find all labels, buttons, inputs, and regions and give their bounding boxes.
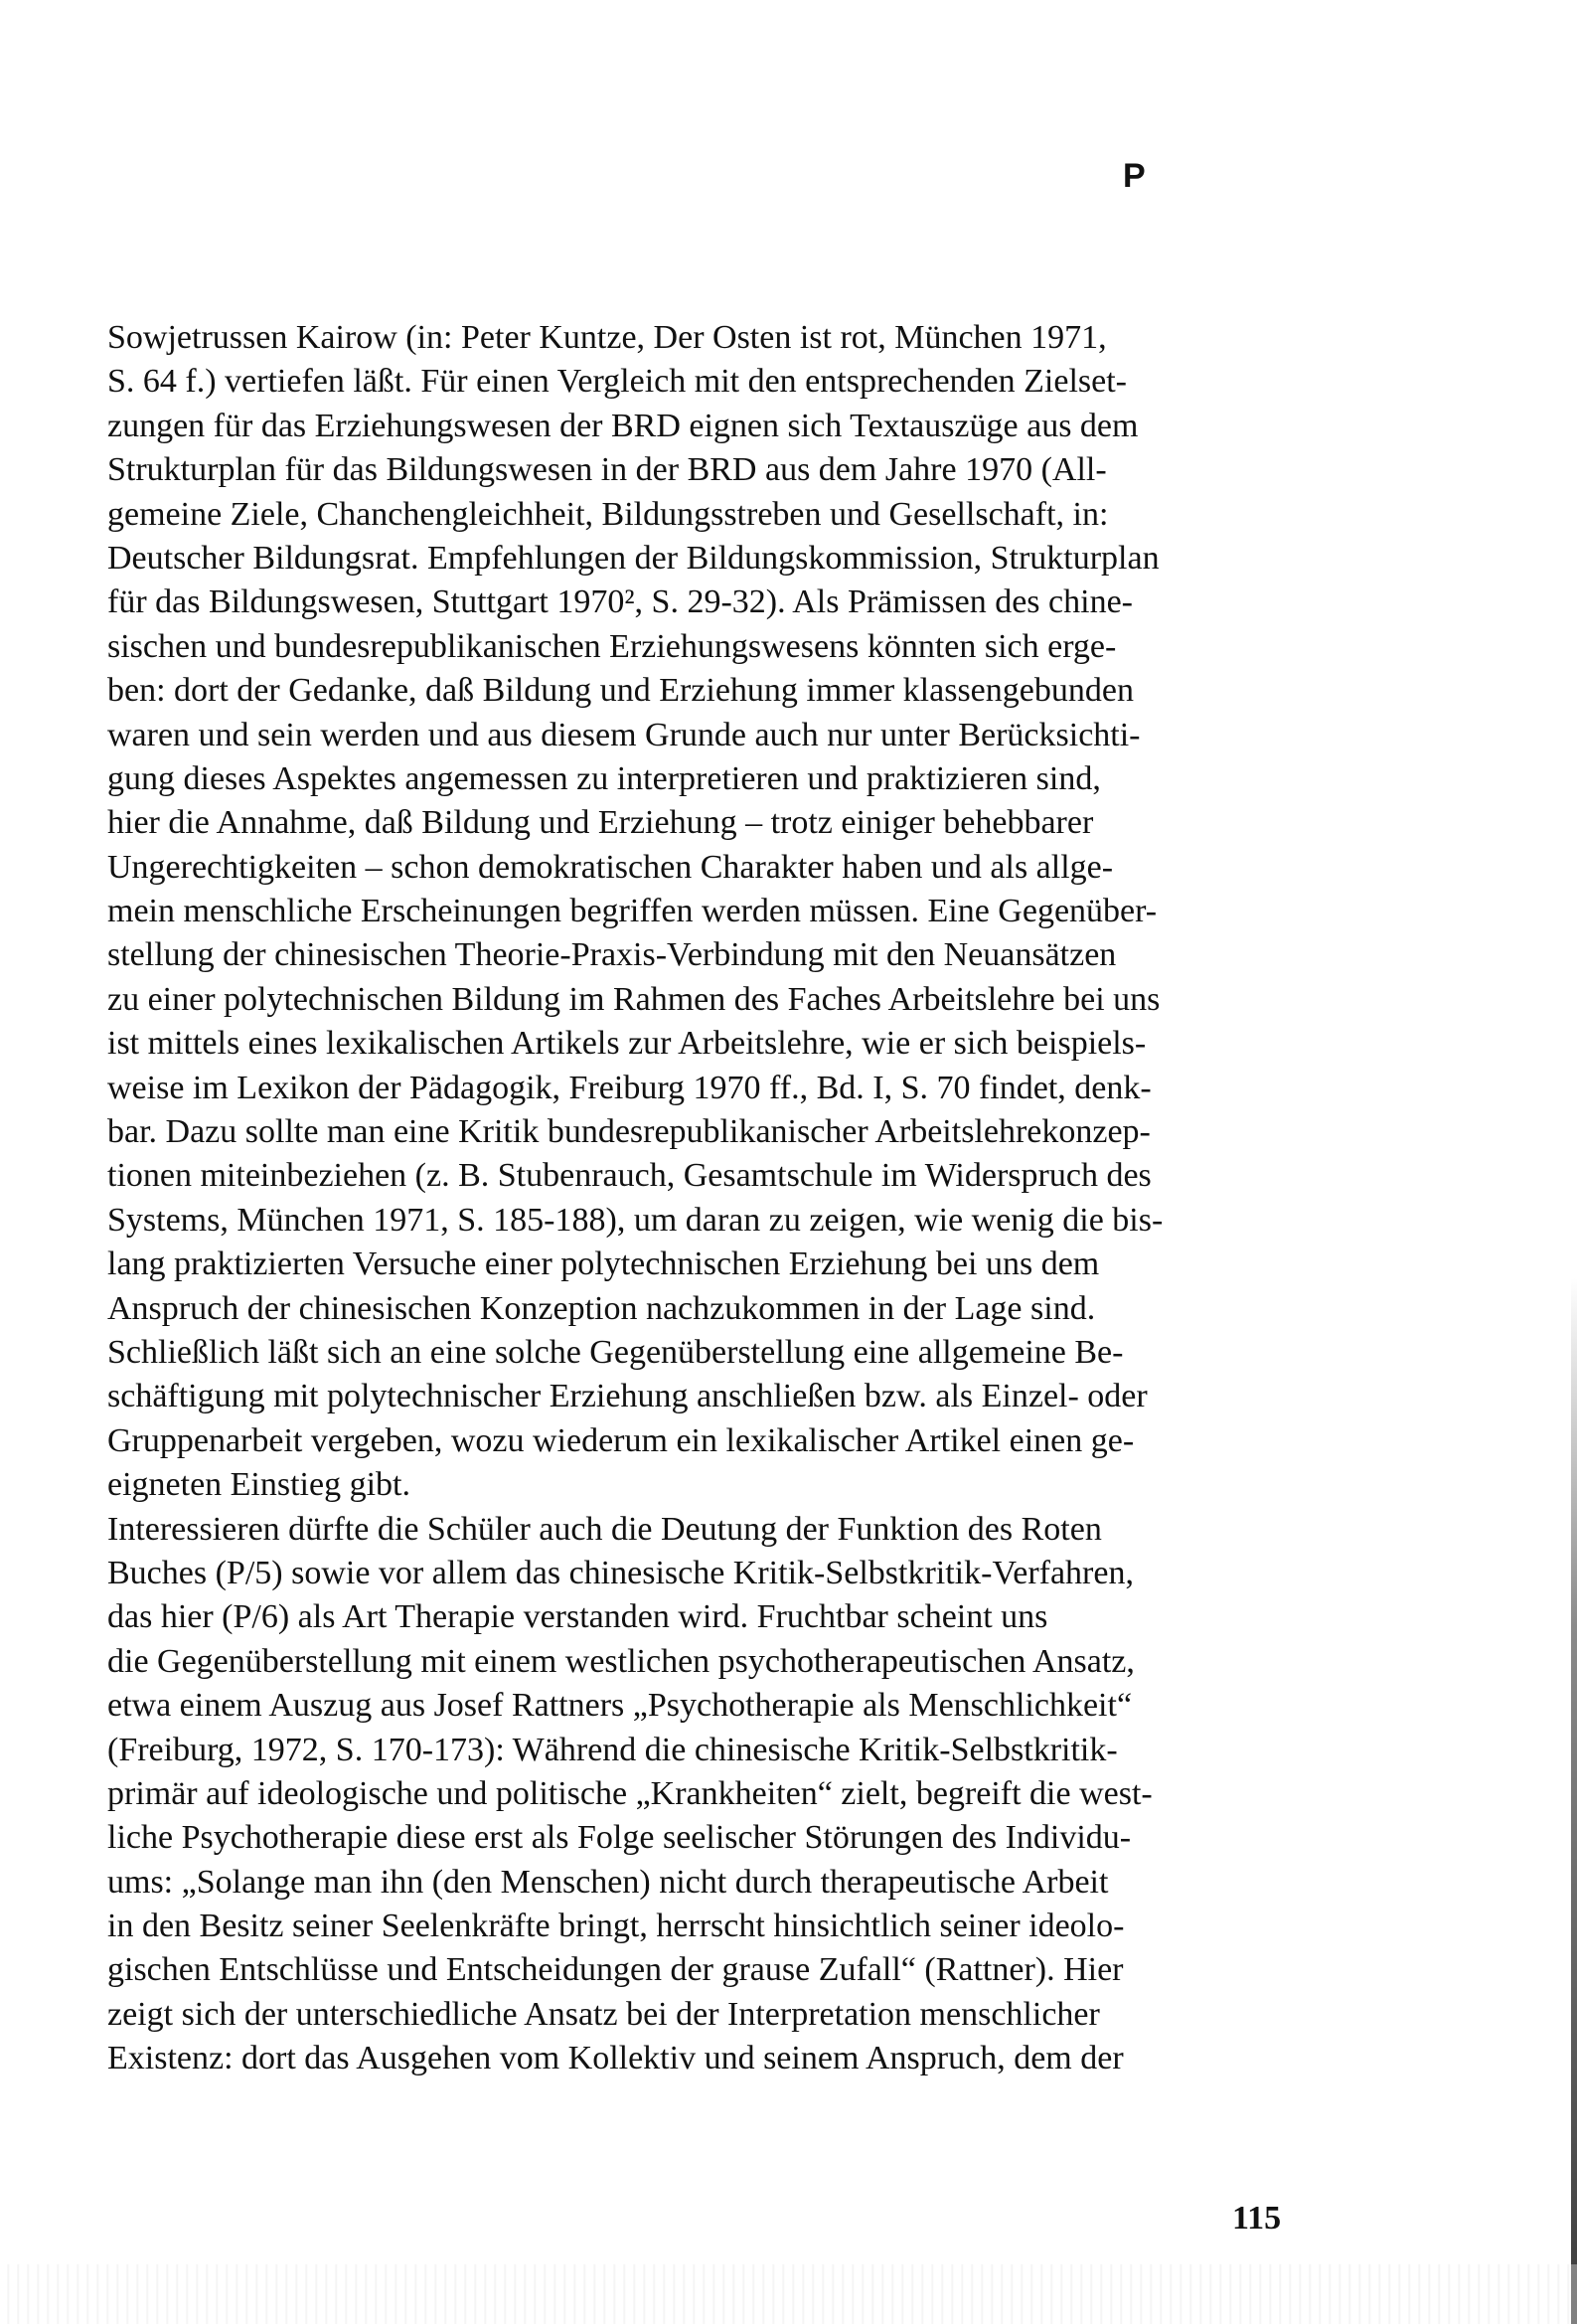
text-line: Interessieren dürfte die Schüler auch die Deutung der Funktion des Roten: [107, 1510, 1102, 1548]
text-line: gemeine Ziele, Chanchengleichheit, Bildungsstreben und Gesellschaft, in:: [107, 495, 1109, 533]
text-line: zungen für das Erziehungswesen der BRD eignen sich Textauszüge aus dem: [107, 407, 1139, 444]
text-line: liche Psychotherapie diese erst als Folge seelischer Störungen des Individu-: [107, 1819, 1132, 1857]
text-line: weise im Lexikon der Pädagogik, Freiburg 1970 ff., Bd. I, S. 70 findet, denk-: [107, 1069, 1152, 1106]
text-line: ums: „Solange man ihn (den Menschen) nicht durch therapeutische Arbeit: [107, 1863, 1109, 1901]
text-line: Strukturplan für das Bildungswesen in der BRD aus dem Jahre 1970 (All-: [107, 451, 1107, 489]
text-line: (Freiburg, 1972, S. 170-173): Während die chinesische Kritik-Selbstkritik-: [107, 1731, 1118, 1768]
text-line: in den Besitz seiner Seelenkräfte bringt, herrscht hinsichtlich seiner ideolo-: [107, 1908, 1125, 1945]
page-number: 115: [1232, 2200, 1282, 2237]
text-line: hier die Annahme, daß Bildung und Erziehung – trotz einiger behebbarer: [107, 804, 1094, 842]
text-line: Anspruch der chinesischen Konzeption nachzukommen in der Lage sind.: [107, 1289, 1096, 1327]
text-line: lang praktizierten Versuche einer polytechnischen Erziehung bei uns dem: [107, 1245, 1100, 1283]
text-line: das hier (P/6) als Art Therapie verstanden wird. Fruchtbar scheint uns: [107, 1598, 1048, 1636]
text-line: zeigt sich der unterschiedliche Ansatz bei der Interpretation menschlicher: [107, 1995, 1100, 2033]
text-line: tionen miteinbeziehen (z. B. Stubenrauch, Gesamtschule im Widerspruch des: [107, 1157, 1152, 1195]
running-head: P: [1123, 157, 1146, 195]
text-line: Gruppenarbeit vergeben, wozu wiederum ein lexikalischer Artikel einen ge-: [107, 1421, 1135, 1459]
text-line: schäftigung mit polytechnischer Erziehung anschließen bzw. als Einzel- oder: [107, 1378, 1148, 1415]
body-text: [107, 316, 1280, 2081]
text-line: Buches (P/5) sowie vor allem das chinesische Kritik-Selbstkritik-Verfahren,: [107, 1554, 1134, 1591]
text-line: Systems, München 1971, S. 185-188), um daran zu zeigen, wie wenig die bis-: [107, 1201, 1164, 1239]
text-line: stellung der chinesischen Theorie-Praxis-Verbindung mit den Neuansätzen: [107, 936, 1117, 974]
text-line: ben: dort der Gedanke, daß Bildung und Erziehung immer klassengebunden: [107, 672, 1134, 710]
text-line: Deutscher Bildungsrat. Empfehlungen der Bildungskommission, Strukturplan: [107, 539, 1160, 577]
text-line: Sowjetrussen Kairow (in: Peter Kuntze, Der Osten ist rot, München 1971,: [107, 319, 1107, 356]
scan-edge-shadow: [1571, 0, 1577, 2324]
text-line: Ungerechtigkeiten – schon demokratischen Charakter haben und als allge-: [107, 848, 1114, 886]
text-line: mein menschliche Erscheinungen begriffen werden müssen. Eine Gegenüber-: [107, 893, 1158, 930]
text-line: S. 64 f.) vertiefen läßt. Für einen Vergleich mit den entsprechenden Zielset-: [107, 363, 1127, 401]
text-line: etwa einem Auszug aus Josef Rattners „Psychotherapie als Menschlichkeit“: [107, 1687, 1133, 1725]
text-line: ist mittels eines lexikalischen Artikels zur Arbeitslehre, wie er sich beispiels-: [107, 1025, 1147, 1063]
text-line: Schließlich läßt sich an eine solche Gegenüberstellung eine allgemeine Be-: [107, 1333, 1124, 1371]
text-line: waren und sein werden und aus diesem Grunde auch nur unter Berücksichti-: [107, 716, 1141, 753]
text-line: Existenz: dort das Ausgehen vom Kollektiv und seinem Anspruch, dem der: [107, 2040, 1124, 2077]
scan-noise: [0, 2264, 1577, 2324]
text-line: bar. Dazu sollte man eine Kritik bundesrepublikanischer Arbeitslehrekonzep-: [107, 1113, 1151, 1151]
text-line: zu einer polytechnischen Bildung im Rahmen des Faches Arbeitslehre bei uns: [107, 980, 1161, 1018]
text-line: die Gegenüberstellung mit einem westlichen psychotherapeutischen Ansatz,: [107, 1642, 1135, 1680]
text-line: gung dieses Aspektes angemessen zu interpretieren und praktizieren sind,: [107, 759, 1101, 797]
text-line: eigneten Einstieg gibt.: [107, 1466, 410, 1504]
text-line: primär auf ideologische und politische „Krankheiten“ zielt, begreift die west-: [107, 1774, 1153, 1812]
text-line: sischen und bundesrepublikanischen Erziehungswesens könnten sich erge-: [107, 627, 1117, 665]
text-line: gischen Entschlüsse und Entscheidungen der grause Zufall“ (Rattner). Hier: [107, 1951, 1124, 1989]
text-line: für das Bildungswesen, Stuttgart 1970², S. 29-32). Als Prämissen des chine-: [107, 583, 1133, 621]
